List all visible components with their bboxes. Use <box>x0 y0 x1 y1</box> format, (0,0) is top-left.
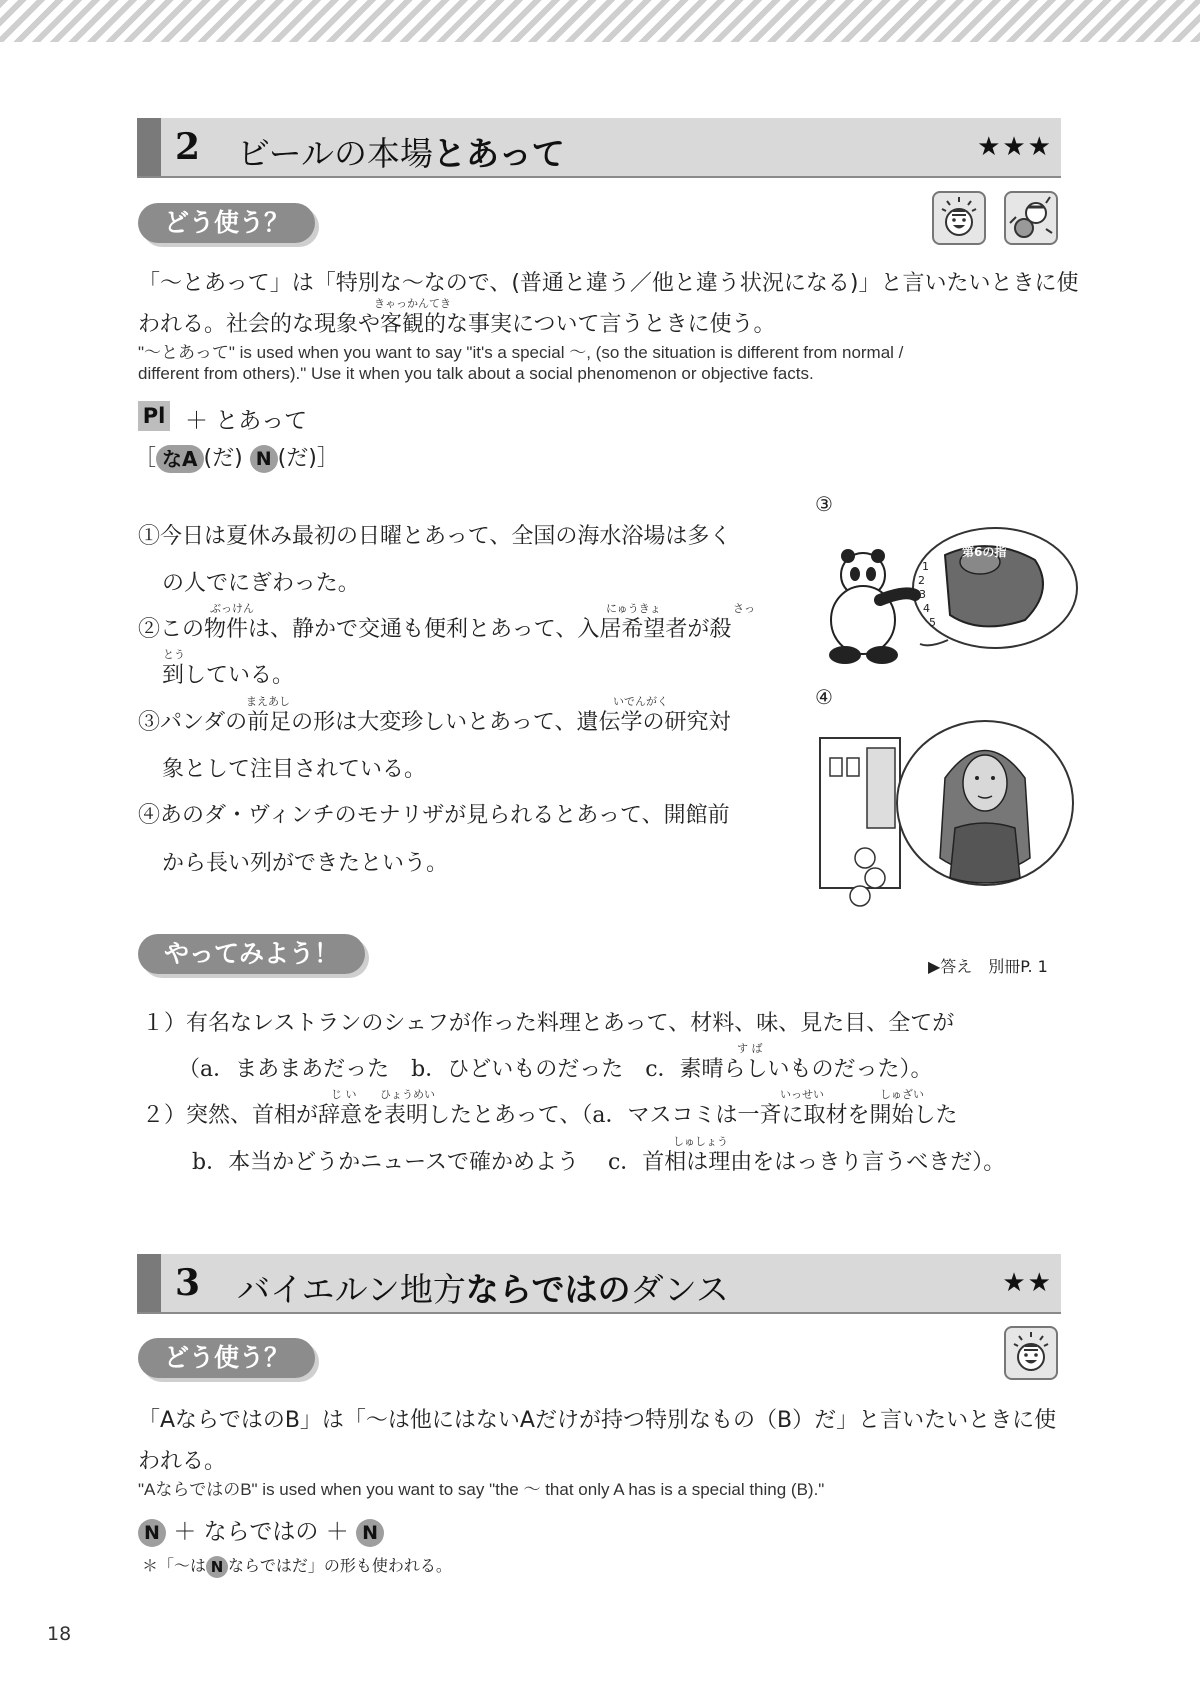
question-1-line2: （a．まあまあだった b．ひどいものだった c．素晴らしいものだった）。 <box>178 1057 933 1082</box>
svg-text:1: 1 <box>922 560 929 573</box>
noun-badge: N <box>356 1519 384 1547</box>
description-en-line1: "AならではのB" is used when you want to say "the 〜 that only A has is a special thing (B)." <box>138 1480 825 1499</box>
example-1-line1: ①今日は夏休み最初の日曜とあって、全国の海水浴場は多く <box>138 524 732 549</box>
description-en-line1: "〜とあって" is used when you want to say "it's a special 〜, (so the situation is different from normal / <box>138 343 904 362</box>
answer-reference: ▶答え 別冊P. 1 <box>928 957 1048 976</box>
example-4-line2: から長い列ができたという。 <box>162 851 449 876</box>
example-1-line2: の人でにぎわった。 <box>162 571 360 596</box>
description-jp-line2: われる。 <box>138 1449 227 1474</box>
page-number: 18 <box>47 1623 72 1645</box>
section-2-header <box>137 118 1061 178</box>
pattern-text: ＋ とあって <box>185 408 308 434</box>
description-jp-line1: 「AならではのB」は「〜は他にはないAだけが持つ特別なもの（B）だ」と言いたいときに使 <box>138 1408 1057 1433</box>
description-furigana: きゃっかんてき <box>374 297 451 310</box>
svg-text:4: 4 <box>923 602 930 615</box>
panda-illustration <box>820 520 1082 670</box>
section-bar <box>137 1254 161 1312</box>
description-jp-line2: われる。社会的な現象や客観的な事実について言うときに使う。 <box>138 312 776 337</box>
example-2-line2: 到している。 <box>162 663 295 688</box>
furigana-idengaku: いでんがく <box>613 695 668 708</box>
sixth-finger-sign: 第6の指 <box>962 545 1007 559</box>
mona-lisa-illustration <box>815 718 1077 908</box>
svg-text:2: 2 <box>918 574 925 587</box>
example-2-line1: ②この物件は、静かで交通も便利とあって、入居希望者が殺 <box>138 617 732 642</box>
example-3-line2: 象として注目されている。 <box>162 757 427 782</box>
section-number: 3 <box>175 1262 201 1304</box>
section-number: 2 <box>175 126 201 168</box>
happy-face-icon <box>932 191 986 245</box>
example-4-line1: ④あのダ・ヴィンチのモナリザが見られるとあって、開館前 <box>138 803 730 828</box>
svg-text:3: 3 <box>919 588 926 601</box>
furigana-issei: いっせい <box>780 1088 824 1101</box>
furigana-nyuukyo: にゅうきょ <box>606 602 661 615</box>
pattern-variants: ［ なA (だ) N (だ)］ <box>134 446 339 471</box>
example-3-line1: ③パンダの前足の形は大変珍しいとあって、遺伝学の研究対 <box>138 710 731 735</box>
practice-label: やってみよう！ <box>138 934 365 974</box>
plain-form-tag: Pl <box>138 401 170 431</box>
furigana-shuzai: しゅざい <box>880 1088 924 1101</box>
illustration-4-number: ④ <box>815 685 833 709</box>
header-stripe <box>0 0 1200 42</box>
illustration-3-number: ③ <box>815 492 833 516</box>
noun-badge: N <box>206 1556 228 1578</box>
furigana-bukken: ぶっけん <box>210 602 254 615</box>
question-1-line1: １）有名なレストランのシェフが作った料理とあって、材料、味、見た目、全てが <box>142 1011 955 1036</box>
section-title: バイエルン地方ならではのダンス <box>237 1270 729 1309</box>
section-title: ビールの本場とあって <box>237 134 565 173</box>
description-en-line2: different from others)." Use it when you talk about a social phenomenon or objective facts. <box>138 364 814 383</box>
difficulty-stars: ★★★ <box>977 132 1053 162</box>
na-adjective-badge: なA <box>156 445 203 473</box>
difficulty-stars: ★★ <box>1002 1268 1053 1298</box>
furigana-satsu: さっ <box>733 602 755 615</box>
noun-badge: N <box>250 445 278 473</box>
section-bar <box>137 118 161 176</box>
usage-note: ＊「〜は N ならではだ」の形も使われる。 <box>142 1556 452 1576</box>
furigana-shushou: しゅしょう <box>673 1135 728 1148</box>
furigana-suba: す ば <box>737 1042 763 1055</box>
how-to-use-label: どう使う？ <box>138 1338 315 1378</box>
furigana-hyoumei: ひょうめい <box>380 1088 435 1101</box>
pattern: N ＋ ならではの ＋ N <box>138 1513 384 1547</box>
question-2-line1: ２）突然、首相が辞意を表明したとあって、（a．マスコミは一斉に取材を開始した <box>142 1103 958 1128</box>
serious-face-icon <box>1004 191 1058 245</box>
noun-badge: N <box>138 1519 166 1547</box>
furigana-tou: とう <box>163 648 185 661</box>
section-3-header <box>137 1254 1061 1314</box>
how-to-use-label: どう使う？ <box>138 203 315 243</box>
happy-face-icon <box>1004 1326 1058 1380</box>
svg-text:5: 5 <box>929 616 936 629</box>
furigana-maeashi: まえあし <box>246 695 290 708</box>
question-2-line2: b．本当かどうかニュースで確かめよう c．首相は理由をはっきり言うべきだ）。 <box>192 1150 1006 1175</box>
furigana-jii: じ い <box>331 1088 357 1101</box>
description-jp-line1: 「〜とあって」は「特別な〜なので、(普通と違う／他と違う状況になる)」と言いたいときに使 <box>138 271 1079 296</box>
